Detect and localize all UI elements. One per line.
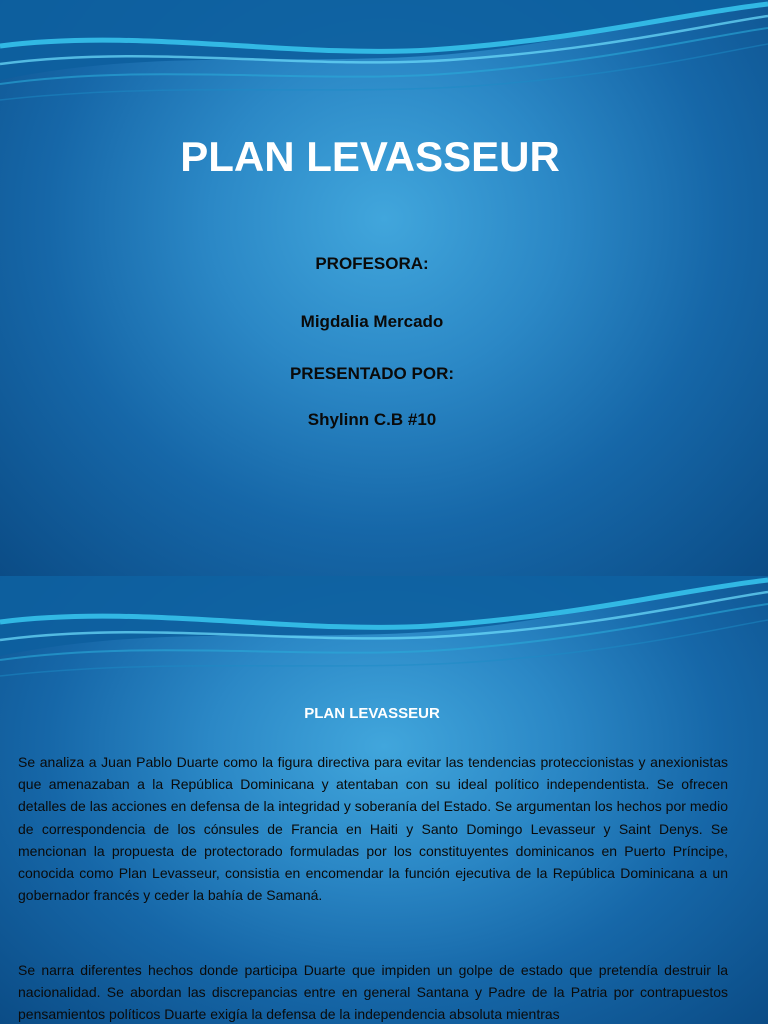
presenter-name: Shylinn C.B #10 [307,410,437,429]
decorative-waves [0,576,768,686]
teacher-name: Migdalia Mercado [300,312,444,331]
teacher-label: PROFESORA: [315,254,429,273]
content-slide [0,576,768,1024]
section-title: PLAN LEVASSEUR [304,705,440,722]
paragraph-1: Se analiza a Juan Pablo Duarte como la figura directiva para evitar las tendencias proteccionistas y anexionistas que amenazaban a la República Dominicana y atentaban con su ideal político independentista. Se ofrecen detalles de las acciones en defensa de la integridad y soberanía del Estado. Se argumentan los hechos por medio de correspondencia de los cónsules de Francia en Haiti y Santo Domingo Levasseur y Saint Denys. Se mencionan la propuesta de protectorado formuladas por los constituyentes dominicanos en Puerto Príncipe, conocida como Plan Levasseur, consistia en encomendar la función ejecutiva de la República Dominicana a un gobernador francés y ceder la bahía de Samaná. [18,754,728,904]
slide-title: PLAN LEVASSEUR [180,133,560,180]
presenter-label: PRESENTADO POR: [289,364,455,383]
decorative-waves [0,0,768,110]
paragraph-2: Se narra diferentes hechos donde participa Duarte que impiden un golpe de estado que pretendía destruir la nacionalidad. Se abordan las discrepancias entre en general Santana y Padre de la Patria por contrapuestos pensamientos políticos Duarte exigía la defensa de la independencia absoluta mientras [18,962,728,1023]
